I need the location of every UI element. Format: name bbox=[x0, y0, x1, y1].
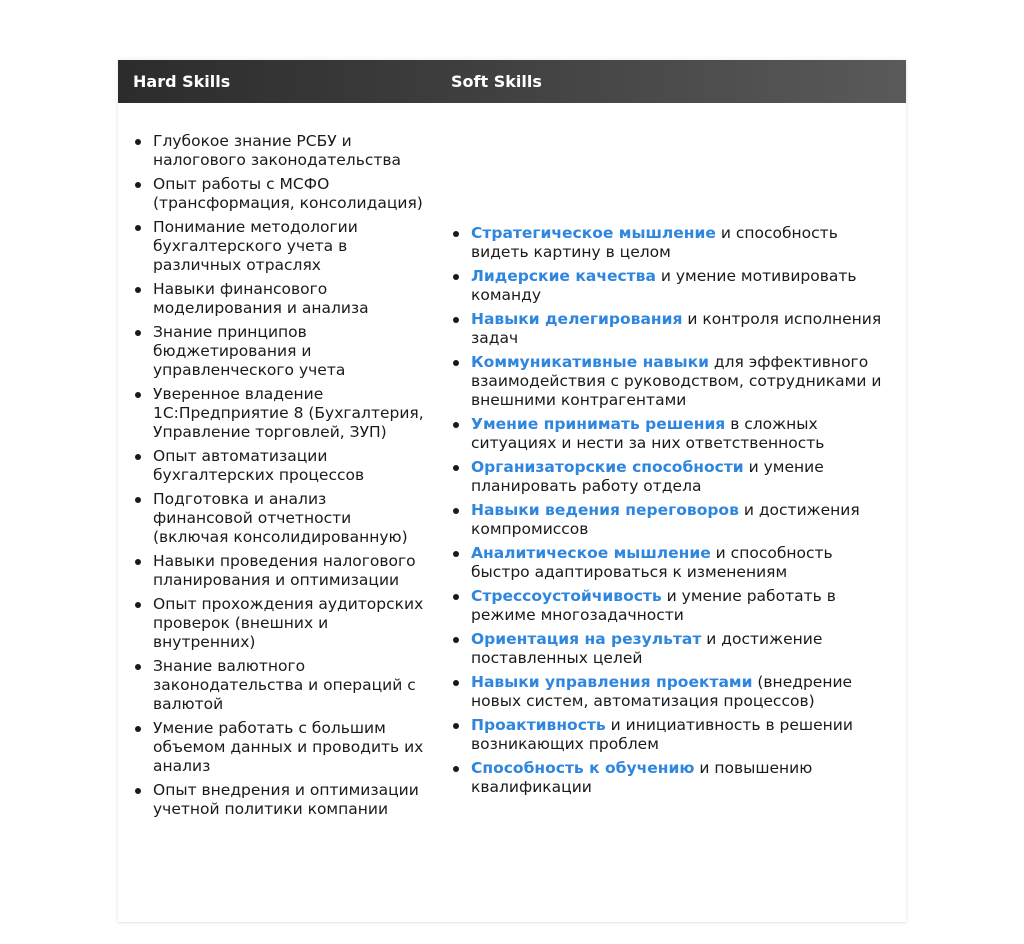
soft-skill-description: и умение планировать работу отдела bbox=[471, 457, 824, 495]
soft-skill-highlight: Проактивность bbox=[471, 715, 606, 734]
soft-skill-item bbox=[436, 501, 906, 539]
hard-skill-item: Знание принципов бюджетирования и управленческого учета bbox=[118, 323, 436, 380]
soft-skill-description: и способность видеть картину в целом bbox=[471, 223, 838, 261]
soft-skill-item bbox=[436, 587, 906, 625]
hard-skill-item: Уверенное владение 1С:Предприятие 8 (Бухгалтерия, Управление торговлей, ЗУП) bbox=[118, 385, 436, 442]
soft-skills-list bbox=[436, 224, 906, 802]
soft-skill-item bbox=[436, 458, 906, 496]
soft-skill-description: и повышению квалификации bbox=[471, 758, 813, 796]
soft-skill-item bbox=[436, 630, 906, 668]
soft-skill-item bbox=[436, 759, 906, 797]
soft-skill-description: (внедрение новых систем, автоматизация процессов) bbox=[471, 672, 853, 710]
hard-skill-item: Глубокое знание РСБУ и налогового законодательства bbox=[118, 132, 436, 170]
hard-skill-item: Понимание методологии бухгалтерского учета в различных отраслях bbox=[118, 218, 436, 275]
hard-skill-item: Подготовка и анализ финансовой отчетности (включая консолидированную) bbox=[118, 490, 436, 547]
table-header bbox=[118, 60, 906, 103]
soft-skill-highlight: Способность к обучению bbox=[471, 758, 695, 777]
soft-skill-description: в сложных ситуациях и нести за них ответственность bbox=[471, 414, 825, 452]
soft-skill-description: и достижения компромиссов bbox=[471, 500, 860, 538]
hard-skills-header: Hard Skills bbox=[133, 72, 231, 91]
hard-skills-column bbox=[118, 103, 436, 922]
soft-skill-item bbox=[436, 673, 906, 711]
hard-skill-item: Опыт автоматизации бухгалтерских процессов bbox=[118, 447, 436, 485]
soft-skill-highlight: Стрессоустойчивость bbox=[471, 586, 662, 605]
soft-skill-item bbox=[436, 415, 906, 453]
soft-skill-description: и способность быстро адаптироваться к изменениям bbox=[471, 543, 833, 581]
hard-skill-item: Навыки проведения налогового планирования и оптимизации bbox=[118, 552, 436, 590]
soft-skill-highlight: Навыки управления проектами bbox=[471, 672, 753, 691]
soft-skill-highlight: Коммуникативные навыки bbox=[471, 352, 709, 371]
skills-table bbox=[118, 60, 906, 922]
soft-skill-description: и контроля исполнения задач bbox=[471, 309, 882, 347]
soft-skill-highlight: Ориентация на результат bbox=[471, 629, 702, 648]
soft-skills-header: Soft Skills bbox=[451, 72, 542, 91]
soft-skill-description: и умение мотивировать команду bbox=[471, 266, 857, 304]
hard-skills-list bbox=[118, 132, 436, 819]
soft-skill-highlight: Стратегическое мышление bbox=[471, 223, 716, 242]
soft-skill-highlight: Навыки делегирования bbox=[471, 309, 683, 328]
soft-skill-item bbox=[436, 310, 906, 348]
soft-skill-description: и инициативность в решении возникающих проблем bbox=[471, 715, 853, 753]
soft-skill-item bbox=[436, 716, 906, 754]
soft-skill-highlight: Умение принимать решения bbox=[471, 414, 726, 433]
soft-skill-highlight: Организаторские способности bbox=[471, 457, 744, 476]
soft-skill-highlight: Лидерские качества bbox=[471, 266, 656, 285]
hard-skill-item: Знание валютного законодательства и операций с валютой bbox=[118, 657, 436, 714]
soft-skills-column bbox=[436, 103, 906, 922]
soft-skill-description: и умение работать в режиме многозадачности bbox=[471, 586, 836, 624]
hard-skill-item: Опыт работы с МСФО (трансформация, консолидация) bbox=[118, 175, 436, 213]
soft-skill-description: для эффективного взаимодействия с руководством, сотрудниками и внешними контрагентами bbox=[471, 352, 882, 409]
soft-skill-highlight: Навыки ведения переговоров bbox=[471, 500, 739, 519]
soft-skill-highlight: Аналитическое мышление bbox=[471, 543, 711, 562]
hard-skill-item: Навыки финансового моделирования и анализа bbox=[118, 280, 436, 318]
hard-skill-item: Опыт внедрения и оптимизации учетной политики компании bbox=[118, 781, 436, 819]
table-body bbox=[118, 103, 906, 922]
hard-skill-item: Опыт прохождения аудиторских проверок (внешних и внутренних) bbox=[118, 595, 436, 652]
soft-skill-item bbox=[436, 267, 906, 305]
soft-skill-item bbox=[436, 224, 906, 262]
hard-skill-item: Умение работать с большим объемом данных и проводить их анализ bbox=[118, 719, 436, 776]
soft-skill-item bbox=[436, 544, 906, 582]
soft-skill-item bbox=[436, 353, 906, 410]
soft-skill-description: и достижение поставленных целей bbox=[471, 629, 823, 667]
